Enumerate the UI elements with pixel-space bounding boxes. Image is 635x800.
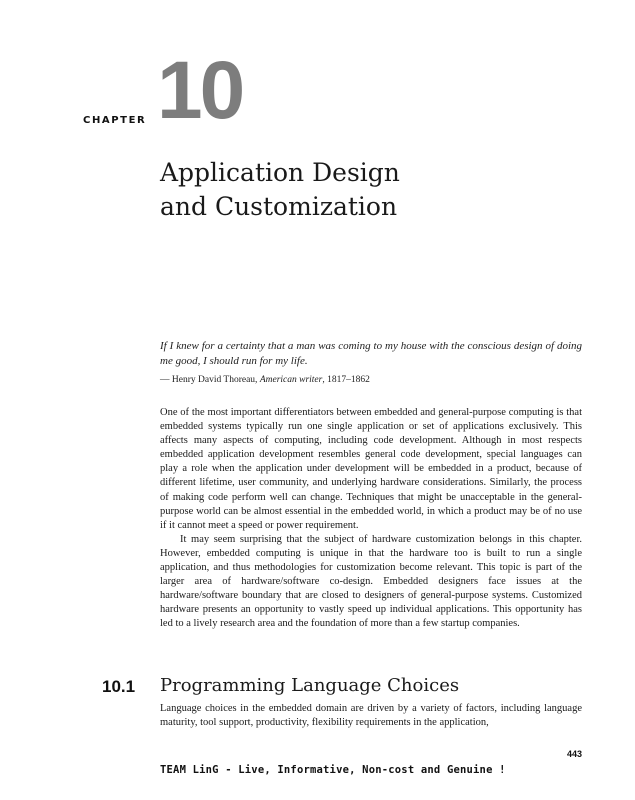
- chapter-number: 10: [157, 45, 243, 136]
- chapter-title-line-1: Application Design: [160, 158, 400, 187]
- chapter-label: CHAPTER: [83, 115, 147, 126]
- epigraph-attribution: [160, 374, 370, 386]
- intro-paragraph-1: One of the most important differentiators between embedded and general-purpose computing is that embedded systems typically run one single application or set of applications exclusively. This affects many aspects of computing, including code development. Although in most respects embedded application development resembles general code development, special languages can play a role when the application under development will be embedded in a product, because of different lifetime, user community, and underlying hardware considerations. Similarly, the process of making code perform well can change. Techniques that might be unacceptable in the general-purpose world can be almost essential in the embedded world, in which a product may be of no use if it cannot meet a speed or power requirement.: [160, 407, 582, 531]
- page-number: 443: [566, 749, 582, 759]
- section-title: Programming Language Choices: [160, 675, 460, 696]
- section-paragraph: Language choices in the embedded domain are driven by a variety of factors, including language maturity, tool support, productivity, flexibility requirements in the application,: [160, 703, 582, 729]
- section-body: [160, 702, 582, 730]
- epigraph-dates: , 1817–1862: [322, 375, 370, 385]
- chapter-title-line-2: and Customization: [160, 192, 398, 221]
- epigraph-author: — Henry David Thoreau,: [160, 375, 260, 385]
- footer-banner: TEAM LinG - Live, Informative, Non-cost and Genuine !: [160, 764, 506, 776]
- epigraph-quote: If I knew for a certainty that a man was coming to my house with the conscious design of doing me good, I should run for my life.: [160, 340, 582, 367]
- epigraph-affiliation: American writer: [259, 375, 323, 385]
- intro-paragraph-2: It may seem surprising that the subject of hardware customization belongs in this chapter. However, embedded computing is unique in that the hardware too is built to run a single application, and thus methodologies for customization become relevant. This topic is part of the larger area of hardware/software co-design. Embedded designers face issues at the hardware/software boundary that are closed to designers of general-purpose systems. Customized hardware presents an opportunity to vastly speed up individual applications. This opportunity has led to a lively research area and the foundation of more than a few startup companies.: [160, 533, 582, 630]
- chapter-intro: [160, 406, 582, 632]
- chapter-title: [160, 156, 400, 224]
- section-number: 10.1: [102, 677, 136, 696]
